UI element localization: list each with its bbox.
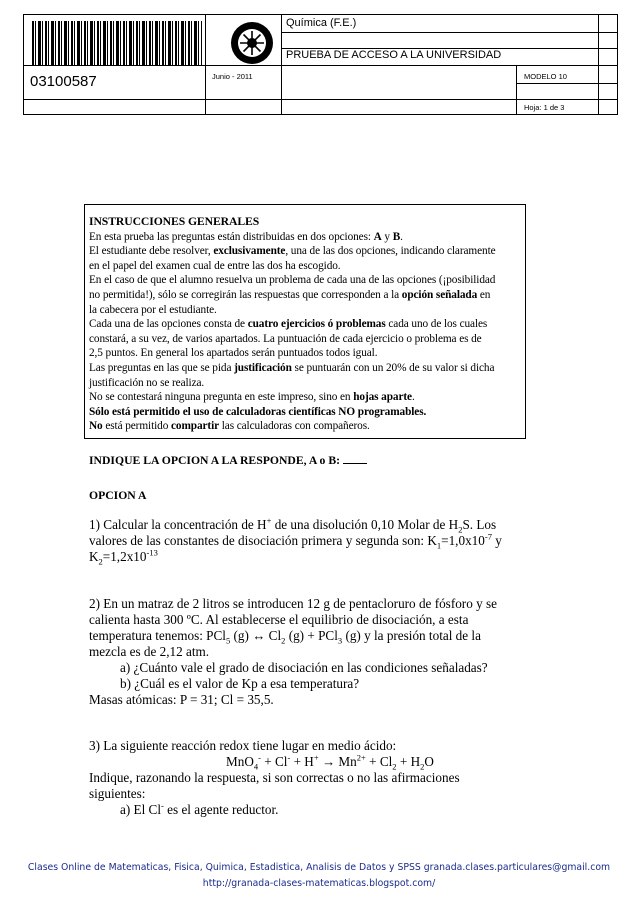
instruction-line: No se contestará ninguna pregunta en este impreso, sino en hojas aparte. — [89, 391, 415, 404]
exam-header — [23, 14, 618, 115]
instruction-line: Las preguntas en las que se pida justificación se puntuarán con un 20% de su valor si dicha — [89, 361, 495, 374]
answer-blank — [343, 453, 367, 464]
exam-code: 03100587 — [30, 73, 97, 90]
instructions-box — [84, 204, 526, 439]
option-title: OPCION A — [89, 489, 147, 502]
divider — [24, 99, 617, 100]
divider — [516, 65, 517, 114]
instruction-line: constará, a su vez, de varios apartados. La puntuación de cada ejercicio o problema es de — [89, 332, 482, 345]
exam-date: Junio - 2011 — [212, 72, 253, 81]
question-1: 1) Calcular la concentración de H+ de una disolución 0,10 Molar de $H_2S$. Los valores de las constantes de disociación primera y segunda son: $K_1=1,0x10^{-7}$ y $K_2=1,2x10^{-13}$ — [89, 515, 502, 567]
model-label: MODELO 10 — [524, 72, 567, 81]
instruction-line: En el caso de que el alumno resuelva un problema de cada una de las opciones (¡posibilidad — [89, 274, 496, 287]
instruction-line: justificación no se realiza. — [89, 376, 205, 389]
instructions-title: INSTRUCCIONES GENERALES — [89, 215, 260, 228]
instruction-line: Cada una de las opciones consta de cuatro ejercicios ó problemas cada uno de los cuales — [89, 318, 488, 331]
footer-line: Clases Online de Matematicas, Fisica, Quimica, Estadistica, Analisis de Datos y SPSS granada.clases.particulares@gmail.com — [27, 862, 611, 873]
subject-title: Química (F.E.) — [286, 17, 357, 29]
sheet-label: Hoja: 1 de 3 — [524, 103, 565, 112]
select-option-prompt: INDIQUE LA OPCION A LA RESPONDE, A o B: — [89, 453, 367, 467]
divider — [516, 83, 617, 84]
instruction-line: 2,5 puntos. En general los apartados serán puntuados todos igual. — [89, 347, 378, 360]
instruction-line: Sólo está permitido el uso de calculadoras científicas NO programables. — [89, 405, 427, 418]
instruction-line: No está permitido compartir las calculadoras con compañeros. — [89, 420, 370, 433]
divider — [281, 32, 617, 33]
instruction-line: El estudiante debe resolver, exclusivamente, una de las dos opciones, indicando claramente — [89, 245, 496, 258]
question-2: 2) En un matraz de 2 litros se introducen 12 g de pentacloruro de fósforo y se calienta hasta 300 ºC. Al establecerse el equilibrio de disociación, a esta temperatura tenemos: PCl$_5$ (g) ↔ $Cl_2$ (g) + PCl$_3$ (g) y la presión total de la mezcla es de 2,12 atm. a) ¿Cuánto vale el grado de disociación en las condiciones señaladas? b) ¿Cuál es el valor de Kp a esa temperatura? Masas atómicas: P = 31; Cl = 35,5. — [89, 596, 497, 707]
divider — [24, 65, 617, 66]
exam-title: PRUEBA DE ACCESO A LA UNIVERSIDAD — [286, 49, 502, 61]
instruction-line: la cabecera por el estudiante. — [89, 303, 217, 316]
instruction-line: no permitida!), sólo se corregirán las respuestas que corresponden a la opción señalada en — [89, 288, 491, 301]
footer-link[interactable]: http://granada-clases-matematicas.blogspot.com/ — [202, 878, 436, 889]
university-seal-icon — [229, 20, 275, 66]
instruction-line: en el papel del examen cual de entre las dos ha escogido. — [89, 259, 341, 272]
instruction-line: En esta prueba las preguntas están distribuidas en dos opciones: A y B. — [89, 230, 403, 243]
barcode-image — [32, 21, 202, 65]
question-3: 3) La siguiente reacción redox tiene lugar en medio ácido: $MnO_4^- + Cl^- + H^+ \to Mn^{2+} + Cl_2 + H_2O$ Indique, razonando la respuesta, si son correctas o no las afirmaciones siguientes: a) El Cl- es el agente reductor. — [89, 738, 460, 817]
